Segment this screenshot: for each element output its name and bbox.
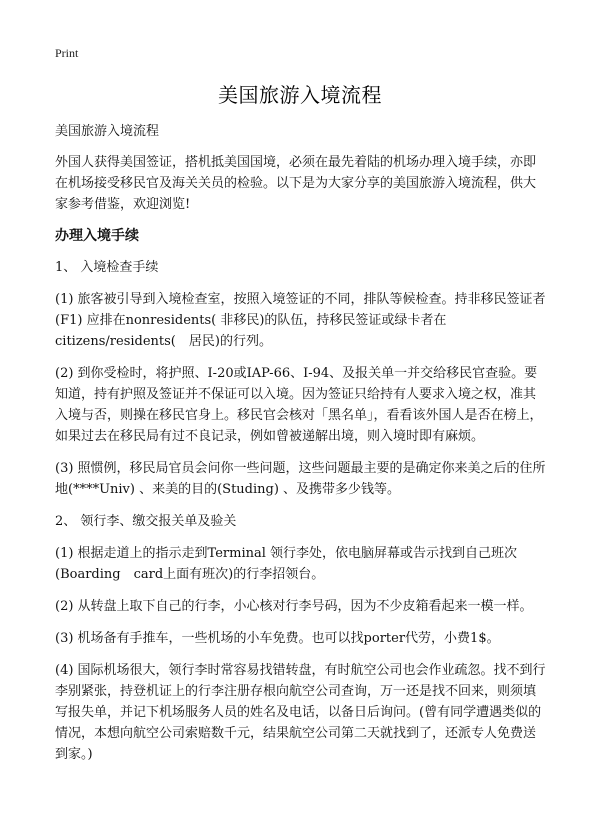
part1-item: (1) 旅客被引导到入境检查室，按照入境签证的不同，排队等候检查。持非移民签证者(F1) 应排在nonresidents( 非移民)的队伍，持移民签证或绿卡者在citizens/residents( 居民)的行列。 xyxy=(55,292,546,349)
part1-heading: 1、 入境检查手续 xyxy=(55,260,159,275)
part2-item: (1) 根据走道上的指示走到Terminal 领行李处，依电脑屏幕或告示找到自己班次(Boarding card上面有班次)的行李招领台。 xyxy=(55,546,518,582)
intro-paragraph: 外国人获得美国签证，搭机抵美国国境，必须在最先着陆的机场办理入境手续，亦即在机场接受移民官及海关关员的检验。以下是为大家分享的美国旅游入境流程，供大家参考借鉴，欢迎浏览! xyxy=(55,155,537,212)
part2-item: (3) 机场备有手推车，一些机场的小车免费。也可以找porter代劳，小费1$。 xyxy=(55,631,500,646)
page-title: 美国旅游入境流程 xyxy=(218,83,382,107)
part2-item: (2) 从转盘上取下自己的行李，小心核对行李号码，因为不少皮箱看起来一模一样。 xyxy=(55,599,533,614)
part2-item: (4) 国际机场很大，领行李时常容易找错转盘，有时航空公司也会作业疏忽。找不到行李别紧张，持登机证上的行李注册存根向航空公司查询，万一还是找不回来，则须填写报失单，并记下机场服务人员的姓名及电话，以备日后询问。(曾有同学遭遇类似的情况，本想向航空公司索赔数千元，结果航空公司第二天就找到了，还派专人免费送到家。) xyxy=(55,663,546,762)
article-subtitle: 美国旅游入境流程 xyxy=(55,124,160,139)
part2-heading: 2、 领行李、缴交报关单及验关 xyxy=(55,514,237,529)
part1-item: (2) 到你受检时，将护照、I-20或IAP-66、I-94、及报关单一并交给移民官查验。要知道，持有护照及签证并不保证可以入境。因为签证只给持有人要求入境之权，准其入境与否，则操在移民官身上。移民官会核对「黑名单」，看看该外国人是否在榜上，如果过去在移民局有过不良记录，例如曾被递解出境，则入境时即有麻烦。 xyxy=(55,366,543,444)
section-heading: 办理入境手续 xyxy=(55,228,139,244)
article-body xyxy=(55,121,547,776)
part1-item: (3) 照惯例，移民局官员会问你一些问题，这些问题最主要的是确定你来美之后的住所地(****Univ) 、来美的目的(Studing) 、及携带多少钱等。 xyxy=(55,461,546,497)
print-link[interactable]: Print xyxy=(55,46,79,60)
